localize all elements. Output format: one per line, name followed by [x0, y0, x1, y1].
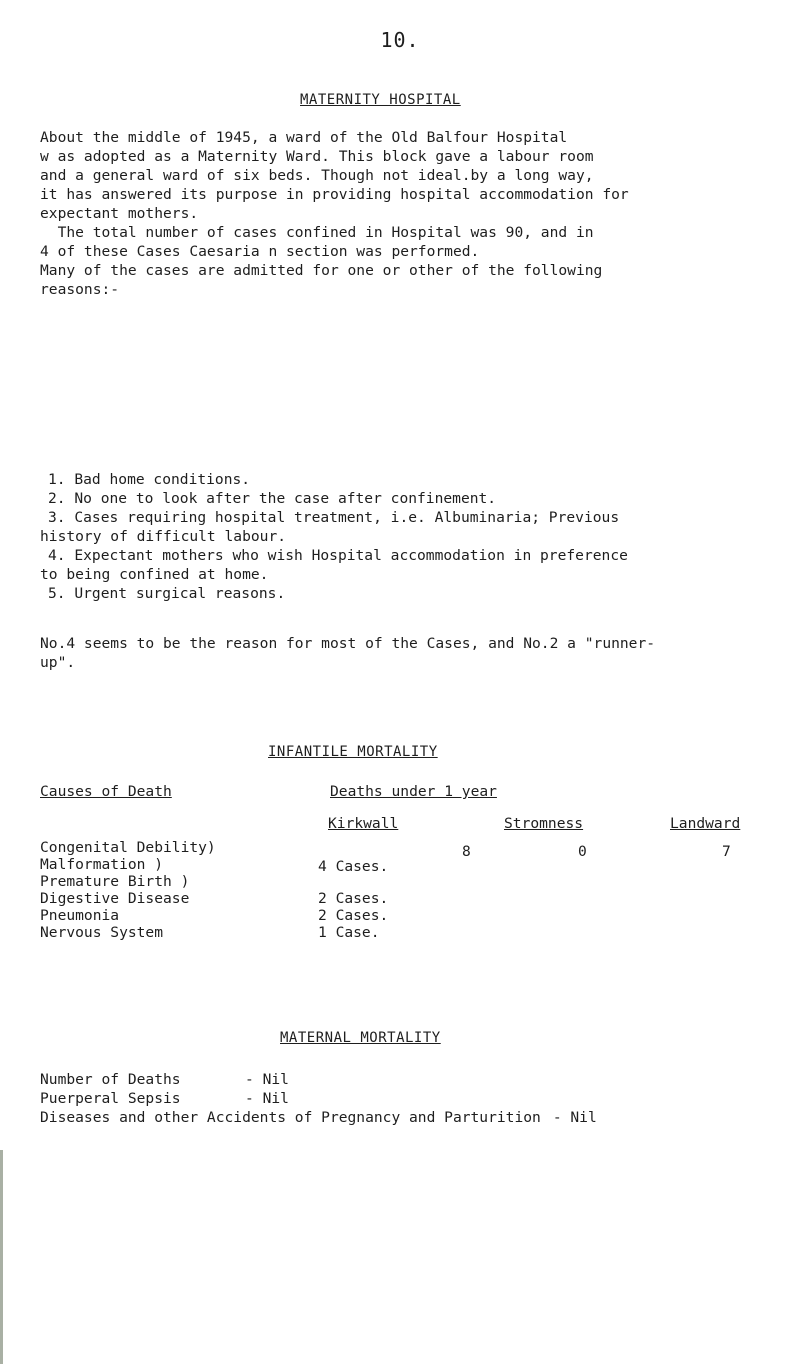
maternal-label: Puerperal Sepsis	[40, 1090, 181, 1107]
cause-item: Congenital Debility)	[40, 839, 216, 856]
cause-item: Digestive Disease	[40, 890, 190, 907]
paragraph-line: The total number of cases confined in Hospital was 90, and in	[40, 224, 594, 241]
paragraph-line: w as adopted as a Maternity Ward. This block gave a labour room	[40, 148, 594, 165]
maternal-label: Number of Deaths	[40, 1071, 181, 1088]
reason-item: 4. Expectant mothers who wish Hospital accommodation in preference	[48, 547, 628, 564]
col-stromness: Stromness	[504, 815, 584, 832]
cause-item: Pneumonia	[40, 907, 120, 924]
kirkwall-value: 2 Cases.	[318, 907, 389, 924]
reason-item: 3. Cases requiring hospital treatment, i.e. Albuminaria; Previous	[48, 509, 620, 526]
reason-item: 5. Urgent surgical reasons.	[48, 585, 286, 602]
stromness-value: 8	[462, 843, 471, 860]
maternal-row	[40, 1108, 597, 1127]
paragraph-line: About the middle of 1945, a ward of the Old Balfour Hospital	[40, 129, 568, 146]
kirkwall-value: 4 Cases.	[318, 858, 389, 875]
cause-item: Malformation )	[40, 856, 164, 873]
paragraph-line: reasons:-	[40, 281, 120, 298]
kirkwall-value: 1 Case.	[318, 924, 380, 941]
maternal-row	[40, 1070, 289, 1089]
cause-item: Nervous System	[40, 924, 164, 941]
landward-value: 7	[722, 843, 731, 860]
note-line: up".	[40, 654, 76, 671]
paragraph-line: expectant mothers.	[40, 205, 199, 222]
note-line: No.4 seems to be the reason for most of the Cases, and No.2 a "runner-	[40, 635, 656, 652]
page-edge	[0, 1150, 3, 1364]
maternal-heading: MATERNAL MORTALITY	[280, 1030, 441, 1046]
reason-item: to being confined at home.	[40, 566, 269, 583]
maternity-heading: MATERNITY HOSPITAL	[300, 92, 461, 108]
reason-note	[40, 634, 790, 672]
page-number: 10.	[380, 28, 420, 52]
col-landward: Landward	[670, 815, 741, 832]
paragraph-line: Many of the cases are admitted for one or other of the following	[40, 262, 603, 279]
infantile-heading: INFANTILE MORTALITY	[268, 744, 438, 760]
paragraph-line: it has answered its purpose in providing hospital accommodation for	[40, 186, 629, 203]
maternal-label: Diseases and other Accidents of Pregnancy and Parturition	[40, 1109, 541, 1126]
col-kirkwall: Kirkwall	[328, 815, 399, 832]
stromness-value: 0	[578, 843, 587, 860]
maternal-value: - Nil	[552, 1109, 597, 1126]
reason-item: history of difficult labour.	[40, 528, 287, 545]
reason-item: 1. Bad home conditions.	[48, 471, 251, 488]
cause-item: Premature Birth )	[40, 873, 190, 890]
maternal-value: - Nil	[245, 1071, 289, 1088]
maternity-paragraph	[40, 128, 780, 299]
reason-item: 2. No one to look after the case after confinement.	[48, 490, 497, 507]
deaths-header: Deaths under 1 year	[330, 783, 497, 800]
causes-header: Causes of Death	[40, 783, 172, 800]
kirkwall-value: 2 Cases.	[318, 890, 389, 907]
paragraph-line: and a general ward of six beds. Though not ideal.by a long way,	[40, 167, 594, 184]
maternal-row	[40, 1089, 289, 1108]
paragraph-line: 4 of these Cases Caesaria n section was performed.	[40, 243, 480, 260]
reasons-list	[40, 470, 780, 603]
maternal-value: - Nil	[245, 1090, 289, 1107]
